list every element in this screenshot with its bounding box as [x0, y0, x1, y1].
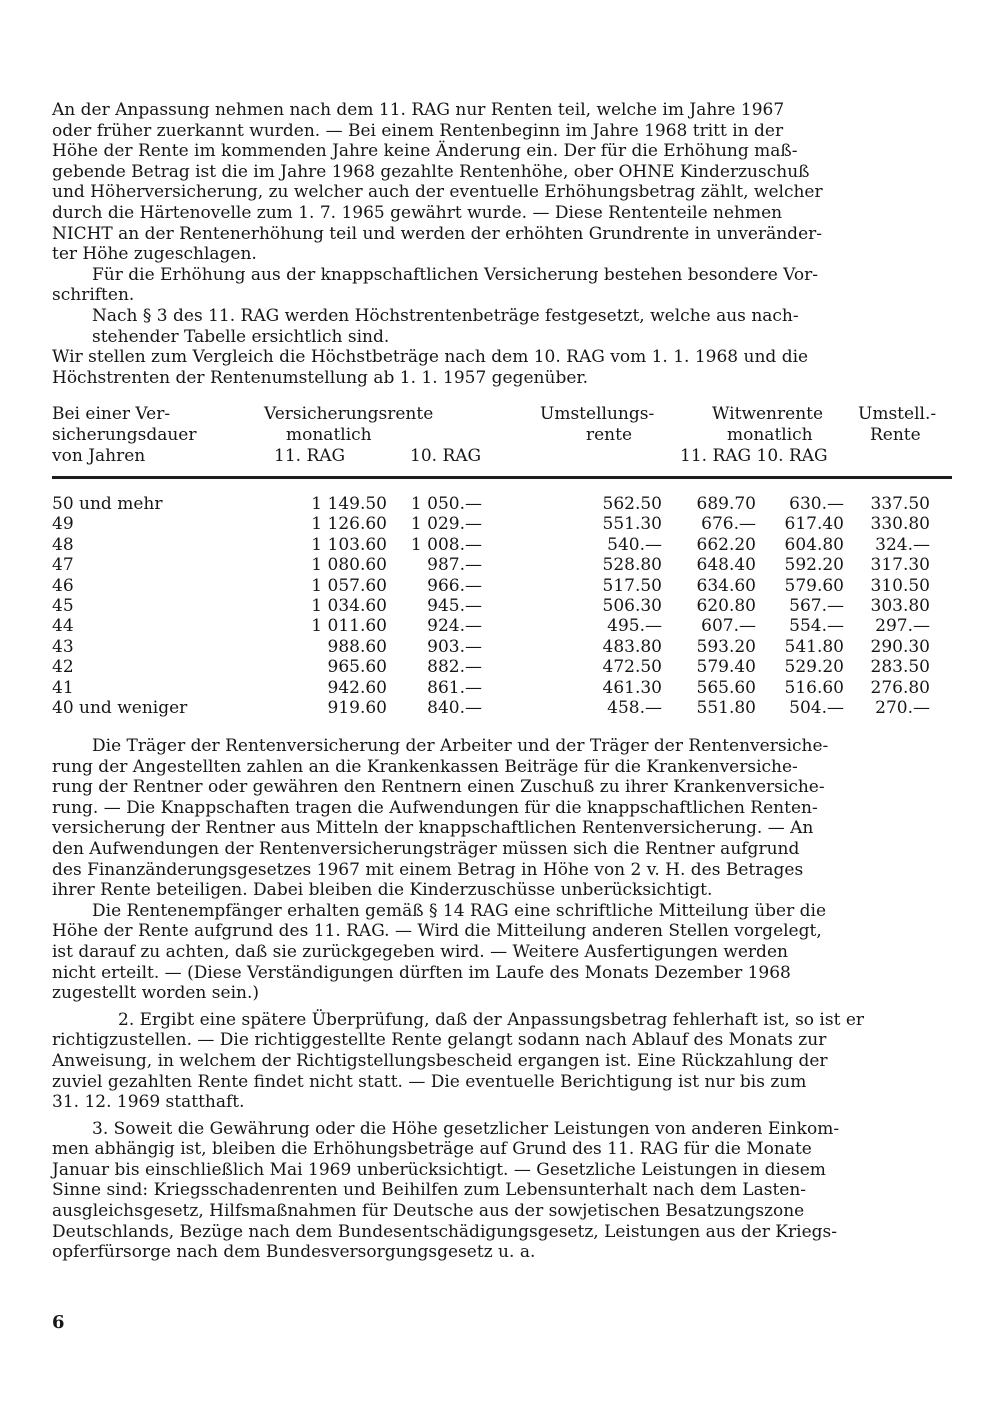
cell-vr-11-rag: 1 126.60 [311, 514, 387, 535]
cell-vr-10-rag: 1 008.— [410, 534, 482, 555]
header-dauer-1: Bei einer Ver- [52, 404, 171, 424]
cell-umstell-rente: 283.50 [870, 657, 930, 678]
text-line: ist darauf zu achten, daß sie zurückgegeben wird. — Weitere Ausfertigungen werden [52, 941, 788, 962]
text-line: zuviel gezahlten Rente findet nicht statt. — Die eventuelle Berichtigung ist nur bis zum [52, 1071, 807, 1092]
cell-umstell-rente: 276.80 [870, 677, 930, 698]
text-line: rung der Rentner oder gewähren den Rentnern einen Zuschuß zu ihrer Krankenversiche- [52, 777, 825, 798]
text-line: durch die Härtenovelle zum 1. 7. 1965 gewährt wurde. — Diese Rententeile nehmen [52, 202, 783, 223]
text-line: stehender Tabelle ersichtlich sind. [92, 326, 390, 347]
cell-vr-10-rag: 1 050.— [410, 494, 482, 514]
cell-wr-11-rag: 648.40 [696, 555, 756, 576]
cell-dauer: 50 und mehr [52, 494, 163, 514]
cell-umstellungsrente: 472.50 [602, 657, 662, 678]
cell-umstellungsrente: 483.80 [602, 636, 662, 657]
cell-wr-11-rag: 634.60 [696, 575, 756, 596]
cell-vr-11-rag: 1 034.60 [311, 595, 387, 616]
cell-wr-11-rag: 620.80 [696, 595, 756, 616]
text-line: Für die Erhöhung aus der knappschaftlichen Versicherung bestehen besondere Vor- [92, 264, 818, 285]
cell-umstellungsrente: 517.50 [602, 575, 662, 596]
cell-umstell-rente: 310.50 [870, 575, 930, 596]
header-witwenrente: Witwenrente [712, 404, 824, 424]
text-line: und Höherversicherung, zu welcher auch der eventuelle Erhöhungsbetrag zählt, welcher [52, 182, 823, 203]
text-line: zugestellt worden sein.) [52, 983, 259, 1004]
text-line: Höhe der Rente im kommenden Jahre keine Änderung ein. Der für die Erhöhung maß- [52, 141, 798, 162]
cell-wr-10-rag: 567.— [789, 595, 844, 616]
cell-umstellungsrente: 551.30 [602, 514, 662, 535]
cell-umstell-rente: 317.30 [870, 555, 930, 576]
cell-vr-11-rag: 1 057.60 [311, 575, 387, 596]
intro-paragraph-1 [52, 100, 952, 265]
text-line: richtigzustellen. — Die richtiggestellte Rente gelangt sodann nach Ablauf des Monats zur [52, 1030, 827, 1051]
text-line: oder früher zuerkannt wurden. — Bei einem Rentenbeginn im Jahre 1968 tritt in der [52, 120, 784, 141]
text-line: Die Träger der Rentenversicherung der Arbeiter und der Träger der Rentenversiche- [92, 736, 829, 756]
text-line: Höhe der Rente aufgrund des 11. RAG. — Wird die Mitteilung anderen Stellen vorgelegt, [52, 921, 822, 942]
header-11-rag: 11. RAG [274, 446, 346, 466]
cell-vr-11-rag: 1 149.50 [311, 494, 387, 514]
cell-umstell-rente: 290.30 [870, 636, 930, 657]
cell-vr-11-rag: 1 080.60 [311, 555, 387, 576]
cell-dauer: 44 [52, 616, 74, 637]
paragraph-einkommen [52, 1119, 952, 1263]
cell-wr-11-rag: 593.20 [696, 636, 756, 657]
text-line: 2. Ergibt eine spätere Überprüfung, daß der Anpassungsbetrag fehlerhaft ist, so ist er [118, 1009, 865, 1030]
table-row [52, 678, 952, 698]
text-line: rung der Angestellten zahlen an die Krankenkassen Beiträge für die Krankenversiche- [52, 756, 798, 777]
cell-wr-11-rag: 607.— [701, 616, 756, 637]
text-line: schriften. [52, 285, 135, 306]
cell-vr-11-rag: 942.60 [327, 677, 387, 698]
cell-vr-10-rag: 840.— [427, 697, 482, 718]
table-row [52, 698, 952, 718]
cell-wr-10-rag: 617.40 [784, 514, 844, 535]
text-line: Januar bis einschließlich Mai 1969 unberücksichtigt. — Gesetzliche Leistungen in diesem [52, 1159, 826, 1180]
header-witwen-rag: 11. RAG 10. RAG [680, 446, 828, 466]
cell-vr-11-rag: 919.60 [327, 697, 387, 718]
header-versicherungsrente-monatlich: monatlich [286, 425, 372, 445]
cell-umstellungsrente: 562.50 [602, 494, 662, 514]
cell-dauer: 48 [52, 534, 74, 555]
text-line: ihrer Rente beteiligen. Dabei bleiben die Kinderzuschüsse unberücksichtigt. [52, 880, 713, 901]
text-line: 31. 12. 1969 statthaft. [52, 1092, 245, 1113]
page-number: 6 [52, 1312, 65, 1333]
text-line: Deutschlands, Bezüge nach dem Bundesentschädigungsgesetz, Leistungen aus der Kriegs- [52, 1221, 837, 1242]
cell-dauer: 46 [52, 575, 74, 596]
cell-vr-10-rag: 966.— [427, 575, 482, 596]
header-dauer-3: von Jahren [52, 446, 146, 466]
cell-umstell-rente: 303.80 [870, 595, 930, 616]
paragraph-ueberpruefung [52, 1010, 952, 1113]
table-row [52, 494, 952, 514]
table-row [52, 555, 952, 575]
cell-wr-10-rag: 554.— [789, 616, 844, 637]
text-line: ter Höhe zugeschlagen. [52, 244, 257, 265]
header-dauer-2: sicherungsdauer [52, 425, 197, 445]
text-line: Wir stellen zum Vergleich die Höchstbeträge nach dem 10. RAG vom 1. 1. 1968 und die [52, 347, 809, 368]
text-line: gebende Betrag ist die im Jahre 1968 gezahlte Rentenhöhe, ober OHNE Kinderzuschuß [52, 161, 810, 182]
table-row [52, 514, 952, 534]
cell-umstellungsrente: 495.— [607, 616, 662, 637]
intro-section [52, 100, 952, 388]
table-row [52, 657, 952, 677]
cell-wr-11-rag: 662.20 [696, 534, 756, 555]
cell-wr-11-rag: 689.70 [696, 494, 756, 514]
cell-dauer: 49 [52, 514, 74, 535]
cell-vr-10-rag: 945.— [427, 595, 482, 616]
cell-umstell-rente: 330.80 [870, 514, 930, 535]
cell-wr-10-rag: 604.80 [784, 534, 844, 555]
cell-vr-10-rag: 882.— [427, 657, 482, 678]
intro-paragraph-4 [52, 347, 952, 388]
text-line: Anweisung, in welchem der Richtigstellungsbescheid ergangen ist. Eine Rückzahlung der [52, 1050, 828, 1071]
cell-wr-10-rag: 504.— [789, 697, 844, 718]
cell-wr-10-rag: 592.20 [784, 555, 844, 576]
table-row [52, 576, 952, 596]
header-umstellungsrente-rente: rente [586, 425, 633, 445]
paragraph-mitteilung [52, 901, 952, 1004]
cell-vr-10-rag: 861.— [427, 677, 482, 698]
header-umstellungsrente: Umstellungs- [540, 404, 655, 424]
cell-vr-11-rag: 988.60 [327, 636, 387, 657]
cell-vr-11-rag: 1 103.60 [311, 534, 387, 555]
prose-section [52, 736, 952, 1263]
cell-dauer: 43 [52, 636, 74, 657]
cell-wr-11-rag: 551.80 [696, 697, 756, 718]
text-line: Höchstrenten der Rentenumstellung ab 1. 1. 1957 gegenüber. [52, 367, 589, 388]
cell-dauer: 41 [52, 677, 74, 698]
cell-wr-10-rag: 579.60 [784, 575, 844, 596]
text-line: des Finanzänderungsgesetzes 1967 mit einem Betrag in Höhe von 2 v. H. des Betrages [52, 859, 804, 880]
cell-umstellungsrente: 506.30 [602, 595, 662, 616]
paragraph-beitraege [52, 736, 952, 901]
header-umstell-rente: Rente [870, 425, 921, 445]
text-line: versicherung der Rentner aus Mitteln der knappschaftlichen Rentenversicherung. — An [52, 818, 814, 839]
cell-umstell-rente: 270.— [875, 697, 930, 718]
header-witwenrente-monatlich: monatlich [727, 425, 813, 445]
intro-paragraph-2 [52, 265, 952, 306]
cell-vr-10-rag: 1 029.— [410, 514, 482, 535]
cell-dauer: 45 [52, 595, 74, 616]
text-line: 3. Soweit die Gewährung oder die Höhe gesetzlicher Leistungen von anderen Einkom- [92, 1118, 840, 1139]
text-line: NICHT an der Rentenerhöhung teil und werden der erhöhten Grundrente in unveränder- [52, 223, 822, 244]
cell-dauer: 42 [52, 657, 74, 678]
cell-dauer: 47 [52, 555, 74, 576]
intro-paragraph-3 [52, 306, 952, 347]
header-10-rag: 10. RAG [410, 446, 482, 466]
cell-vr-10-rag: 924.— [427, 616, 482, 637]
table-divider [52, 476, 952, 479]
text-line: rung. — Die Knappschaften tragen die Aufwendungen für die knappschaftlichen Renten- [52, 797, 818, 818]
text-line: Sinne sind: Kriegsschadenrenten und Beihilfen zum Lebensunterhalt nach dem Lasten- [52, 1180, 807, 1201]
text-line: opferfürsorge nach dem Bundesversorgungsgesetz u. a. [52, 1242, 536, 1263]
cell-wr-10-rag: 529.20 [784, 657, 844, 678]
cell-umstell-rente: 297.— [875, 616, 930, 637]
header-umstell: Umstell.- [858, 404, 937, 424]
cell-dauer: 40 und weniger [52, 697, 188, 718]
cell-wr-11-rag: 676.— [701, 514, 756, 535]
table-row [52, 616, 952, 636]
text-line: den Aufwendungen der Rentenversicherungsträger müssen sich die Rentner aufgrund [52, 838, 800, 859]
cell-umstell-rente: 324.— [875, 534, 930, 555]
cell-wr-11-rag: 579.40 [696, 657, 756, 678]
cell-umstellungsrente: 458.— [607, 697, 662, 718]
cell-vr-11-rag: 1 011.60 [311, 616, 387, 637]
table-row [52, 596, 952, 616]
cell-vr-10-rag: 903.— [427, 636, 482, 657]
text-line: An der Anpassung nehmen nach dem 11. RAG nur Renten teil, welche im Jahre 1967 [52, 100, 785, 120]
cell-umstellungsrente: 528.80 [602, 555, 662, 576]
cell-wr-10-rag: 516.60 [784, 677, 844, 698]
text-line: ausgleichsgesetz, Hilfsmaßnahmen für Deutsche aus der sowjetischen Besatzungszone [52, 1201, 805, 1222]
cell-wr-11-rag: 565.60 [696, 677, 756, 698]
table-row [52, 637, 952, 657]
cell-umstellungsrente: 461.30 [602, 677, 662, 698]
text-line: nicht erteilt. — (Diese Verständigungen dürften im Laufe des Monats Dezember 1968 [52, 962, 791, 983]
cell-umstellungsrente: 540.— [607, 534, 662, 555]
table-row [52, 535, 952, 555]
cell-vr-10-rag: 987.— [427, 555, 482, 576]
cell-umstell-rente: 337.50 [870, 494, 930, 514]
cell-vr-11-rag: 965.60 [327, 657, 387, 678]
header-versicherungsrente: Versicherungsrente [264, 404, 434, 424]
table-body [52, 494, 952, 718]
text-line: men abhängig ist, bleiben die Erhöhungsbeträge auf Grund des 11. RAG für die Monate [52, 1139, 812, 1160]
cell-wr-10-rag: 541.80 [784, 636, 844, 657]
cell-wr-10-rag: 630.— [789, 494, 844, 514]
text-line: Die Rentenempfänger erhalten gemäß § 14 RAG eine schriftliche Mitteilung über die [92, 900, 827, 921]
text-line: Nach § 3 des 11. RAG werden Höchstrentenbeträge festgesetzt, welche aus nach- [92, 305, 799, 326]
